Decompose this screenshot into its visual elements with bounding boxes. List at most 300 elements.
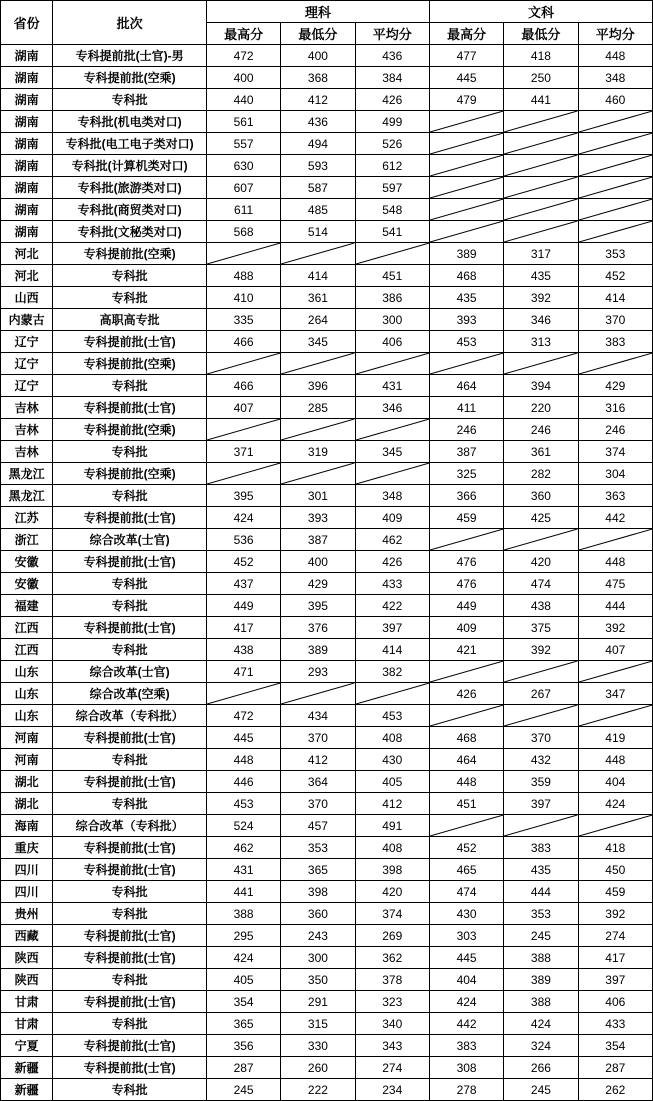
header-science-min: 最低分 <box>281 23 355 45</box>
science-min-cell: 414 <box>281 265 355 287</box>
arts-min-cell: 346 <box>504 309 578 331</box>
science-avg-cell: 323 <box>355 991 429 1013</box>
table-row <box>1 463 653 485</box>
province-cell: 湖北 <box>1 771 53 793</box>
batch-cell: 专科批 <box>53 881 207 903</box>
science-min-cell: 370 <box>281 727 355 749</box>
arts-min-cell: 425 <box>504 507 578 529</box>
arts-min-cell <box>504 661 578 683</box>
science-max-cell: 295 <box>206 925 280 947</box>
science-avg-cell: 430 <box>355 749 429 771</box>
arts-min-cell: 282 <box>504 463 578 485</box>
arts-avg-cell: 354 <box>578 1035 652 1057</box>
arts-max-cell: 451 <box>429 793 503 815</box>
province-cell: 湖南 <box>1 177 53 199</box>
arts-min-cell <box>504 155 578 177</box>
science-min-cell: 365 <box>281 859 355 881</box>
batch-cell: 专科提前批(士官) <box>53 727 207 749</box>
science-avg-cell: 433 <box>355 573 429 595</box>
science-max-cell: 245 <box>206 1079 280 1101</box>
table-row <box>1 595 653 617</box>
arts-max-cell: 448 <box>429 771 503 793</box>
science-avg-cell <box>355 243 429 265</box>
province-cell: 重庆 <box>1 837 53 859</box>
science-max-cell: 440 <box>206 89 280 111</box>
science-avg-cell: 451 <box>355 265 429 287</box>
science-max-cell: 400 <box>206 67 280 89</box>
arts-min-cell: 435 <box>504 859 578 881</box>
table-row <box>1 331 653 353</box>
province-cell: 内蒙古 <box>1 309 53 331</box>
arts-min-cell: 435 <box>504 265 578 287</box>
table-row <box>1 199 653 221</box>
province-cell: 辽宁 <box>1 331 53 353</box>
arts-avg-cell: 274 <box>578 925 652 947</box>
batch-cell: 专科提前批(士官) <box>53 507 207 529</box>
arts-max-cell: 479 <box>429 89 503 111</box>
batch-cell: 专科提前批(空乘) <box>53 353 207 375</box>
arts-avg-cell: 287 <box>578 1057 652 1079</box>
batch-cell: 综合改革（专科批） <box>53 705 207 727</box>
province-cell: 新疆 <box>1 1057 53 1079</box>
arts-max-cell <box>429 353 503 375</box>
science-avg-cell <box>355 353 429 375</box>
arts-max-cell: 387 <box>429 441 503 463</box>
province-cell: 湖南 <box>1 133 53 155</box>
science-avg-cell: 378 <box>355 969 429 991</box>
province-cell: 吉林 <box>1 419 53 441</box>
table-row <box>1 639 653 661</box>
province-cell: 河南 <box>1 727 53 749</box>
table-row <box>1 727 653 749</box>
science-max-cell: 424 <box>206 507 280 529</box>
science-avg-cell: 346 <box>355 397 429 419</box>
science-min-cell: 360 <box>281 903 355 925</box>
arts-avg-cell <box>578 177 652 199</box>
province-cell: 河北 <box>1 265 53 287</box>
header-arts-min: 最低分 <box>504 23 578 45</box>
arts-max-cell: 404 <box>429 969 503 991</box>
province-cell: 四川 <box>1 859 53 881</box>
science-min-cell: 361 <box>281 287 355 309</box>
batch-cell: 专科提前批(空乘) <box>53 463 207 485</box>
science-min-cell: 315 <box>281 1013 355 1035</box>
arts-min-cell <box>504 353 578 375</box>
science-min-cell: 398 <box>281 881 355 903</box>
science-max-cell: 466 <box>206 375 280 397</box>
table-row <box>1 243 653 265</box>
province-cell: 山东 <box>1 705 53 727</box>
science-max-cell: 607 <box>206 177 280 199</box>
arts-min-cell: 383 <box>504 837 578 859</box>
science-avg-cell: 414 <box>355 639 429 661</box>
arts-min-cell: 388 <box>504 991 578 1013</box>
table-row <box>1 1013 653 1035</box>
arts-avg-cell <box>578 353 652 375</box>
science-avg-cell: 426 <box>355 89 429 111</box>
science-max-cell <box>206 463 280 485</box>
batch-cell: 高职高专批 <box>53 309 207 331</box>
arts-avg-cell <box>578 705 652 727</box>
table-row <box>1 1035 653 1057</box>
header-science-avg: 平均分 <box>355 23 429 45</box>
arts-max-cell: 389 <box>429 243 503 265</box>
arts-min-cell: 313 <box>504 331 578 353</box>
batch-cell: 专科批 <box>53 969 207 991</box>
province-cell: 湖南 <box>1 111 53 133</box>
province-cell: 贵州 <box>1 903 53 925</box>
science-min-cell: 400 <box>281 551 355 573</box>
science-avg-cell: 274 <box>355 1057 429 1079</box>
science-min-cell: 412 <box>281 749 355 771</box>
science-avg-cell: 462 <box>355 529 429 551</box>
arts-avg-cell: 444 <box>578 595 652 617</box>
arts-avg-cell: 429 <box>578 375 652 397</box>
science-avg-cell: 422 <box>355 595 429 617</box>
arts-avg-cell <box>578 133 652 155</box>
science-min-cell: 300 <box>281 947 355 969</box>
province-cell: 安徽 <box>1 573 53 595</box>
arts-min-cell: 359 <box>504 771 578 793</box>
science-max-cell: 446 <box>206 771 280 793</box>
batch-cell: 专科批 <box>53 639 207 661</box>
arts-min-cell: 392 <box>504 639 578 661</box>
province-cell: 西藏 <box>1 925 53 947</box>
science-avg-cell: 408 <box>355 727 429 749</box>
table-row <box>1 507 653 529</box>
science-max-cell: 488 <box>206 265 280 287</box>
arts-min-cell: 220 <box>504 397 578 419</box>
science-min-cell: 293 <box>281 661 355 683</box>
province-cell: 江苏 <box>1 507 53 529</box>
batch-cell: 专科批 <box>53 1013 207 1035</box>
batch-cell: 专科批(计算机类对口) <box>53 155 207 177</box>
province-cell: 湖北 <box>1 793 53 815</box>
arts-avg-cell: 460 <box>578 89 652 111</box>
science-avg-cell: 386 <box>355 287 429 309</box>
province-cell: 河南 <box>1 749 53 771</box>
arts-max-cell: 468 <box>429 727 503 749</box>
arts-avg-cell <box>578 155 652 177</box>
table-row <box>1 485 653 507</box>
science-min-cell: 260 <box>281 1057 355 1079</box>
arts-max-cell: 246 <box>429 419 503 441</box>
arts-avg-cell: 404 <box>578 771 652 793</box>
province-cell: 黑龙江 <box>1 485 53 507</box>
science-max-cell: 388 <box>206 903 280 925</box>
science-avg-cell: 300 <box>355 309 429 331</box>
batch-cell: 专科提前批(士官) <box>53 859 207 881</box>
arts-max-cell: 474 <box>429 881 503 903</box>
science-avg-cell: 343 <box>355 1035 429 1057</box>
province-cell: 湖南 <box>1 67 53 89</box>
science-min-cell: 370 <box>281 793 355 815</box>
science-min-cell: 485 <box>281 199 355 221</box>
arts-min-cell <box>504 221 578 243</box>
province-cell: 河北 <box>1 243 53 265</box>
arts-avg-cell: 450 <box>578 859 652 881</box>
table-row <box>1 881 653 903</box>
science-min-cell: 243 <box>281 925 355 947</box>
arts-avg-cell: 459 <box>578 881 652 903</box>
science-avg-cell: 345 <box>355 441 429 463</box>
arts-avg-cell: 370 <box>578 309 652 331</box>
arts-avg-cell: 448 <box>578 45 652 67</box>
batch-cell: 综合改革(空乘) <box>53 683 207 705</box>
science-min-cell: 350 <box>281 969 355 991</box>
arts-min-cell: 438 <box>504 595 578 617</box>
arts-min-cell: 245 <box>504 1079 578 1101</box>
batch-cell: 专科提前批(士官) <box>53 771 207 793</box>
province-cell: 甘肃 <box>1 991 53 1013</box>
science-max-cell: 287 <box>206 1057 280 1079</box>
table-row <box>1 1057 653 1079</box>
arts-max-cell: 445 <box>429 947 503 969</box>
batch-cell: 专科批 <box>53 595 207 617</box>
province-cell: 安徽 <box>1 551 53 573</box>
arts-avg-cell: 347 <box>578 683 652 705</box>
science-min-cell: 353 <box>281 837 355 859</box>
table-row <box>1 661 653 683</box>
batch-cell: 专科提前批(士官) <box>53 551 207 573</box>
arts-avg-cell: 475 <box>578 573 652 595</box>
arts-min-cell: 418 <box>504 45 578 67</box>
batch-cell: 专科批(文秘类对口) <box>53 221 207 243</box>
batch-cell: 综合改革(士官) <box>53 529 207 551</box>
province-cell: 辽宁 <box>1 353 53 375</box>
table-row <box>1 89 653 111</box>
header-group-science: 理科 <box>206 1 429 23</box>
science-min-cell: 285 <box>281 397 355 419</box>
arts-max-cell: 453 <box>429 331 503 353</box>
arts-min-cell: 444 <box>504 881 578 903</box>
table-row <box>1 353 653 375</box>
province-cell: 湖南 <box>1 155 53 177</box>
science-max-cell: 441 <box>206 881 280 903</box>
table-row <box>1 793 653 815</box>
arts-max-cell: 442 <box>429 1013 503 1035</box>
arts-min-cell: 370 <box>504 727 578 749</box>
science-avg-cell: 382 <box>355 661 429 683</box>
science-max-cell: 354 <box>206 991 280 1013</box>
arts-avg-cell: 353 <box>578 243 652 265</box>
science-min-cell: 494 <box>281 133 355 155</box>
arts-min-cell: 394 <box>504 375 578 397</box>
batch-cell: 专科提前批(士官) <box>53 925 207 947</box>
science-max-cell <box>206 353 280 375</box>
province-cell: 山东 <box>1 661 53 683</box>
arts-min-cell: 267 <box>504 683 578 705</box>
arts-avg-cell: 448 <box>578 749 652 771</box>
arts-avg-cell: 424 <box>578 793 652 815</box>
science-avg-cell <box>355 463 429 485</box>
science-max-cell: 438 <box>206 639 280 661</box>
science-min-cell: 389 <box>281 639 355 661</box>
arts-max-cell: 424 <box>429 991 503 1013</box>
table-row <box>1 111 653 133</box>
batch-cell: 专科批(旅游类对口) <box>53 177 207 199</box>
arts-min-cell: 353 <box>504 903 578 925</box>
science-avg-cell: 420 <box>355 881 429 903</box>
arts-avg-cell: 407 <box>578 639 652 661</box>
arts-avg-cell: 374 <box>578 441 652 463</box>
arts-min-cell: 317 <box>504 243 578 265</box>
province-cell: 湖南 <box>1 199 53 221</box>
science-max-cell: 568 <box>206 221 280 243</box>
batch-cell: 专科提前批(空乘) <box>53 419 207 441</box>
arts-max-cell <box>429 155 503 177</box>
arts-max-cell: 459 <box>429 507 503 529</box>
arts-min-cell <box>504 529 578 551</box>
science-max-cell: 407 <box>206 397 280 419</box>
arts-avg-cell: 417 <box>578 947 652 969</box>
arts-min-cell: 474 <box>504 573 578 595</box>
batch-cell: 专科提前批(空乘) <box>53 243 207 265</box>
science-avg-cell: 412 <box>355 793 429 815</box>
science-max-cell: 417 <box>206 617 280 639</box>
science-max-cell: 561 <box>206 111 280 133</box>
science-min-cell: 376 <box>281 617 355 639</box>
science-max-cell: 365 <box>206 1013 280 1035</box>
science-avg-cell: 362 <box>355 947 429 969</box>
science-min-cell: 301 <box>281 485 355 507</box>
science-max-cell <box>206 243 280 265</box>
batch-cell: 专科提前批(士官) <box>53 1035 207 1057</box>
science-min-cell: 434 <box>281 705 355 727</box>
batch-cell: 专科提前批(士官) <box>53 837 207 859</box>
arts-min-cell: 360 <box>504 485 578 507</box>
arts-max-cell: 303 <box>429 925 503 947</box>
batch-cell: 专科提前批(士官)-男 <box>53 45 207 67</box>
table-row <box>1 441 653 463</box>
arts-avg-cell: 316 <box>578 397 652 419</box>
batch-cell: 专科批 <box>53 89 207 111</box>
arts-max-cell: 409 <box>429 617 503 639</box>
batch-cell: 专科批 <box>53 903 207 925</box>
table-row <box>1 265 653 287</box>
arts-max-cell: 325 <box>429 463 503 485</box>
arts-min-cell: 266 <box>504 1057 578 1079</box>
science-avg-cell: 234 <box>355 1079 429 1101</box>
table-row <box>1 771 653 793</box>
science-max-cell: 453 <box>206 793 280 815</box>
table-row <box>1 177 653 199</box>
science-min-cell: 429 <box>281 573 355 595</box>
arts-min-cell: 375 <box>504 617 578 639</box>
science-min-cell: 387 <box>281 529 355 551</box>
table-row <box>1 991 653 1013</box>
table-row <box>1 155 653 177</box>
science-min-cell: 436 <box>281 111 355 133</box>
science-max-cell: 445 <box>206 727 280 749</box>
science-min-cell: 457 <box>281 815 355 837</box>
science-min-cell: 396 <box>281 375 355 397</box>
science-max-cell: 395 <box>206 485 280 507</box>
science-max-cell: 611 <box>206 199 280 221</box>
batch-cell: 专科批 <box>53 793 207 815</box>
arts-avg-cell: 406 <box>578 991 652 1013</box>
arts-min-cell: 324 <box>504 1035 578 1057</box>
arts-max-cell: 476 <box>429 573 503 595</box>
province-cell: 湖南 <box>1 221 53 243</box>
header-province: 省份 <box>1 1 53 45</box>
table-row <box>1 1079 653 1101</box>
science-min-cell: 395 <box>281 595 355 617</box>
science-max-cell: 462 <box>206 837 280 859</box>
batch-cell: 专科提前批(士官) <box>53 397 207 419</box>
arts-avg-cell: 433 <box>578 1013 652 1035</box>
arts-max-cell: 468 <box>429 265 503 287</box>
science-max-cell: 452 <box>206 551 280 573</box>
science-min-cell: 587 <box>281 177 355 199</box>
table-row <box>1 837 653 859</box>
science-avg-cell: 541 <box>355 221 429 243</box>
province-cell: 吉林 <box>1 441 53 463</box>
province-cell: 浙江 <box>1 529 53 551</box>
arts-avg-cell <box>578 529 652 551</box>
science-avg-cell: 408 <box>355 837 429 859</box>
science-max-cell: 437 <box>206 573 280 595</box>
batch-cell: 专科批 <box>53 573 207 595</box>
arts-max-cell: 421 <box>429 639 503 661</box>
arts-min-cell: 432 <box>504 749 578 771</box>
province-cell: 陕西 <box>1 947 53 969</box>
header-arts-max: 最高分 <box>429 23 503 45</box>
table-row <box>1 529 653 551</box>
science-max-cell: 472 <box>206 705 280 727</box>
arts-min-cell: 397 <box>504 793 578 815</box>
science-max-cell: 335 <box>206 309 280 331</box>
arts-avg-cell: 363 <box>578 485 652 507</box>
arts-avg-cell <box>578 199 652 221</box>
batch-cell: 专科提前批(士官) <box>53 1057 207 1079</box>
province-cell: 山西 <box>1 287 53 309</box>
table-row <box>1 45 653 67</box>
batch-cell: 专科批 <box>53 485 207 507</box>
table-row <box>1 67 653 89</box>
science-min-cell: 319 <box>281 441 355 463</box>
science-avg-cell: 384 <box>355 67 429 89</box>
arts-avg-cell: 246 <box>578 419 652 441</box>
province-cell: 海南 <box>1 815 53 837</box>
batch-cell: 专科提前批(士官) <box>53 991 207 1013</box>
arts-avg-cell: 448 <box>578 551 652 573</box>
arts-max-cell: 278 <box>429 1079 503 1101</box>
table-row <box>1 947 653 969</box>
arts-max-cell: 430 <box>429 903 503 925</box>
science-max-cell: 371 <box>206 441 280 463</box>
arts-avg-cell: 419 <box>578 727 652 749</box>
arts-max-cell <box>429 199 503 221</box>
science-avg-cell: 597 <box>355 177 429 199</box>
science-min-cell: 364 <box>281 771 355 793</box>
arts-min-cell: 245 <box>504 925 578 947</box>
header-row-groups <box>1 1 653 23</box>
science-avg-cell: 612 <box>355 155 429 177</box>
science-min-cell <box>281 419 355 441</box>
science-min-cell <box>281 243 355 265</box>
arts-max-cell: 465 <box>429 859 503 881</box>
batch-cell: 专科批 <box>53 1079 207 1101</box>
arts-max-cell <box>429 705 503 727</box>
arts-max-cell: 435 <box>429 287 503 309</box>
arts-max-cell <box>429 133 503 155</box>
arts-avg-cell: 392 <box>578 903 652 925</box>
science-avg-cell: 405 <box>355 771 429 793</box>
table-body <box>1 45 653 1101</box>
science-avg-cell: 397 <box>355 617 429 639</box>
science-avg-cell: 269 <box>355 925 429 947</box>
